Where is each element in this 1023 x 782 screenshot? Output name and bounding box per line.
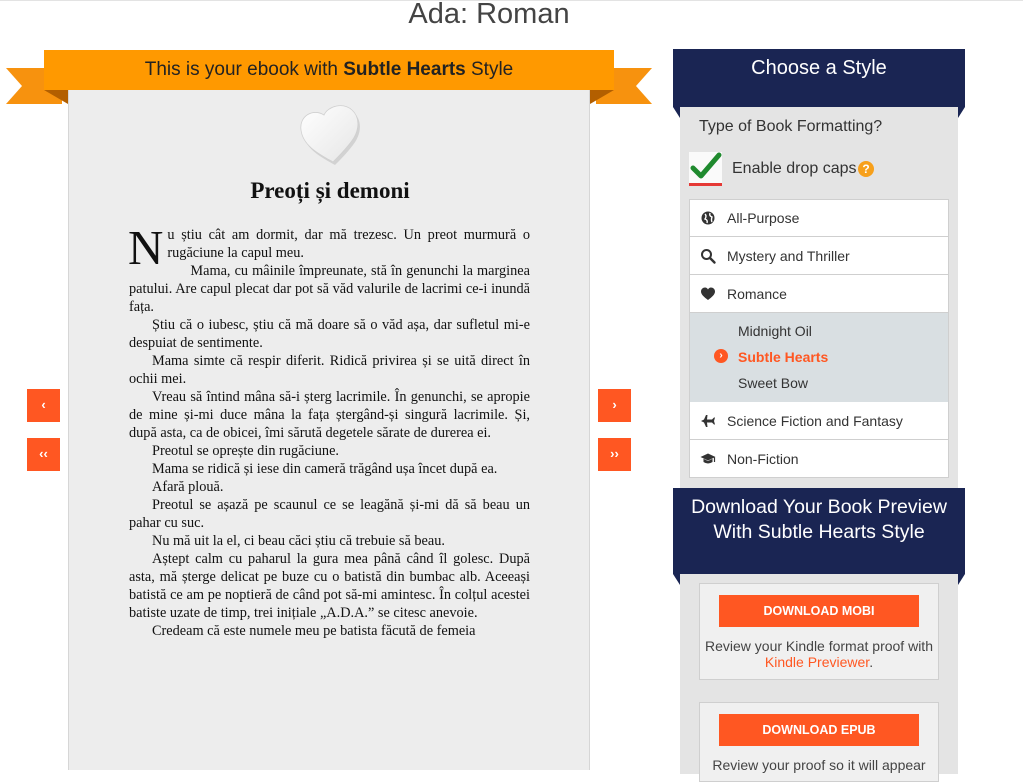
header-notch-left [673, 107, 680, 118]
book-paragraph: Mama simte că respir diferit. Ridică privirea și se uită direct în ochii mei. [129, 353, 530, 387]
category-non-fiction[interactable]: Non-Fiction [689, 440, 949, 478]
formatting-type-label: Type of Book Formatting? [699, 118, 883, 135]
book-text [128, 220, 530, 640]
style-category-list [689, 199, 949, 478]
heart-ornament-icon [297, 104, 363, 166]
category-mystery-thriller[interactable]: Mystery and Thriller [689, 237, 949, 275]
drop-caps-checkbox[interactable] [689, 152, 722, 186]
ribbon-fold-left [44, 90, 68, 104]
ebook-page [68, 90, 590, 770]
book-paragraph: Afară plouă. [152, 479, 224, 495]
download-mobi-button[interactable]: DOWNLOAD MOBI [719, 595, 919, 627]
book-paragraph: Vreau să întind mâna să-i șterg lacrimile. În genunchi, se apropie de mine și-mi duce mâna la fața ștergând-și singură lacrimile. Și, după asta, ca de obicei, îmi sărută degetele sărate de durerea ei. [129, 389, 530, 441]
book-paragraph: Nu mă uit la el, ci beau căci știu că trebuie să beau. [152, 533, 445, 549]
drop-cap: N [128, 220, 164, 275]
category-romance[interactable]: Romance [689, 275, 949, 313]
last-page-button[interactable]: ›› [598, 438, 631, 471]
chapter-title: Preoți și demoni [250, 178, 410, 203]
style-ribbon: This is your ebook with Subtle Hearts Style [44, 50, 614, 90]
chevron-right-icon: › [714, 349, 728, 363]
download-notch-left [673, 574, 680, 585]
drop-caps-label: Enable drop caps [732, 160, 857, 177]
epub-card [699, 702, 939, 782]
next-page-button[interactable]: › [598, 389, 631, 422]
search-icon [700, 248, 716, 264]
book-paragraph: Credeam că este numele meu pe batista făcută de femeia [152, 623, 476, 639]
ribbon-fold-right [590, 90, 614, 104]
plane-icon [700, 413, 716, 429]
download-header: Download Your Book Preview With Subtle Hearts Style [673, 488, 965, 574]
book-paragraph: Mama, cu mâinile împreunate, stă în genunchi la marginea patului. Are capul plecat dar pot să văd valurile de lacrimi ce-i inundă fața. [129, 263, 530, 315]
checkmark-icon [689, 152, 722, 183]
book-paragraph: Preotul se oprește din rugăciune. [152, 443, 339, 459]
download-notch-right [958, 574, 965, 585]
kindle-previewer-link[interactable]: Kindle Previewer [764, 654, 870, 670]
mobi-note: Review your Kindle format proof with Kindle Previewer. [705, 638, 933, 670]
book-paragraph: Aștept calm cu paharul la gura mea până când îl golesc. După asta, mă șterge delicat pe buze cu o batistă din bumbac alb. Aceeași batistă ce am pe noptieră de când pot să-mi amintesc. În colțul acestei batiste uzate de timp, trei inițiale „A.D.A.” se citesc anevoie. [129, 551, 530, 621]
help-icon[interactable]: ? [858, 161, 874, 177]
first-page-button[interactable]: ‹‹ [27, 438, 60, 471]
globe-icon [700, 210, 716, 226]
first-paragraph: Nu știu cât am dormit, dar mă trezesc. Un preot murmură o rugăciune la capul meu. [128, 220, 530, 275]
category-science-fiction-fantasy[interactable]: Science Fiction and Fantasy [689, 402, 949, 440]
category-all-purpose[interactable]: All-Purpose [689, 199, 949, 237]
graduation-cap-icon [700, 451, 716, 467]
header-notch-right [958, 107, 965, 118]
book-paragraph: Știu că o iubesc, știu că mă doare să o văd așa, dar sufletul mi-e despuiat de sentimente. [129, 317, 530, 351]
epub-note: Review your proof so it will appear [712, 757, 926, 773]
heart-icon [700, 286, 716, 302]
page-title: Ada: Roman [408, 0, 570, 30]
book-paragraph: Mama se ridică și iese din cameră trăgând ușa încet după ea. [152, 461, 498, 477]
download-epub-button[interactable]: DOWNLOAD EPUB [719, 714, 919, 746]
style-subtle-hearts[interactable]: › Subtle Hearts [690, 348, 948, 374]
style-sweet-bow[interactable]: Sweet Bow [738, 375, 809, 391]
mobi-card [699, 583, 939, 680]
romance-style-list [689, 313, 949, 402]
choose-style-header: Choose a Style [673, 49, 965, 107]
prev-page-button[interactable]: ‹ [27, 389, 60, 422]
ribbon-style-name: Subtle Hearts [343, 59, 466, 80]
style-midnight-oil[interactable]: Midnight Oil [738, 323, 812, 339]
book-paragraph: Preotul se așază pe scaunul ce se leagănă și-mi dă să beau un pahar cu suc. [129, 497, 530, 531]
